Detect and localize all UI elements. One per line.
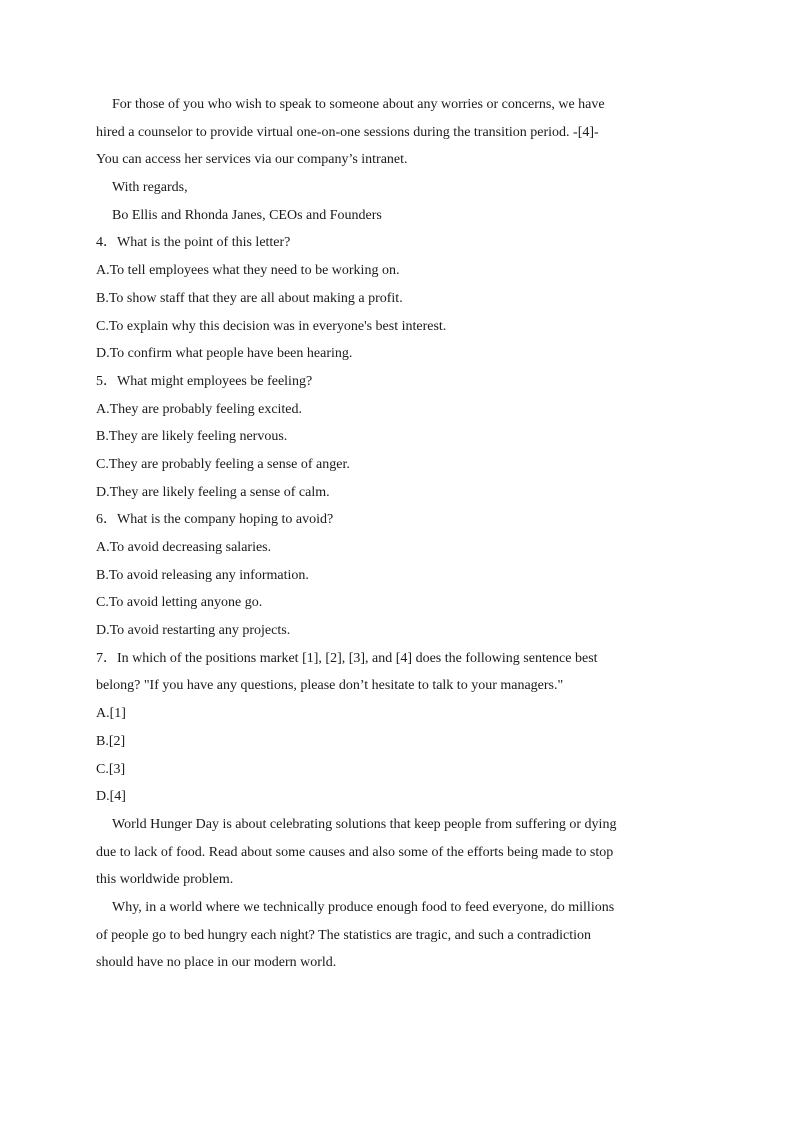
question-text: What might employees be feeling?: [117, 373, 313, 389]
question-number: 6．: [96, 512, 117, 528]
passage-line: this worldwide problem.: [96, 872, 234, 888]
answer-option-c: C.They are probably feeling a sense of anger.: [96, 456, 350, 472]
question-number: 5．: [96, 373, 117, 389]
passage-paragraph-2: [96, 894, 696, 977]
answer-option-d: D.[4]: [96, 789, 126, 805]
answer-option-a: A.They are probably feeling excited.: [96, 401, 303, 417]
answer-option-a: A.To avoid decreasing salaries.: [96, 540, 272, 555]
answer-option-b: B.To avoid releasing any information.: [96, 567, 309, 583]
letter-closing: With regards,: [112, 180, 188, 196]
answer-option-c: C.To explain why this decision was in everyone's best interest.: [96, 318, 447, 334]
question-text: In which of the positions market [1], [2], [3], and [4] does the following sentence best: [117, 650, 598, 666]
answer-option-c: C.To avoid letting anyone go.: [96, 595, 263, 611]
question-number: 7．: [96, 650, 117, 666]
answer-option-d: D.To avoid restarting any projects.: [96, 623, 291, 639]
question-4: [96, 229, 696, 367]
question-text: What is the company hoping to avoid?: [117, 512, 334, 528]
question-number: 4．: [96, 235, 117, 251]
question-text: What is the point of this letter?: [117, 235, 291, 251]
question-stem: [96, 368, 696, 396]
answer-option-c: C.[3]: [96, 761, 126, 777]
answer-option-a: A.To tell employees what they need to be working on.: [96, 263, 400, 279]
passage-paragraph-1: [96, 811, 696, 894]
question-stem: [96, 229, 696, 257]
question-6: [96, 506, 696, 644]
question-stem: [96, 645, 696, 673]
question-5: [96, 368, 696, 506]
letter-signature: Bo Ellis and Rhonda Janes, CEOs and Founders: [112, 207, 382, 223]
answer-option-b: B.To show staff that they are all about making a profit.: [96, 290, 403, 306]
letter-line: For those of you who wish to speak to someone about any worries or concerns, we have: [112, 97, 605, 112]
question-7: [96, 645, 696, 811]
passage-line: World Hunger Day is about celebrating solutions that keep people from suffering or dying: [112, 816, 617, 832]
answer-option-b: B.They are likely feeling nervous.: [96, 429, 288, 445]
answer-option-a: A.[1]: [96, 706, 126, 722]
document-page: [96, 91, 696, 977]
question-stem: [96, 506, 696, 534]
question-text-continued: belong? "If you have any questions, please don’t hesitate to talk to your managers.": [96, 678, 564, 694]
passage-line: due to lack of food. Read about some causes and also some of the efforts being made to stop: [96, 844, 614, 860]
letter-line: You can access her services via our company’s intranet.: [96, 152, 408, 168]
passage-line: should have no place in our modern world.: [96, 955, 337, 971]
answer-option-d: D.To confirm what people have been hearing.: [96, 346, 353, 362]
letter-line: hired a counselor to provide virtual one-on-one sessions during the transition period. -[4]-: [96, 124, 599, 140]
passage-line: Why, in a world where we technically produce enough food to feed everyone, do millions: [112, 899, 615, 915]
letter-paragraph: [96, 91, 696, 174]
passage-line: of people go to bed hungry each night? The statistics are tragic, and such a contradiction: [96, 927, 592, 943]
answer-option-d: D.They are likely feeling a sense of calm.: [96, 484, 330, 500]
answer-option-b: B.[2]: [96, 733, 126, 749]
